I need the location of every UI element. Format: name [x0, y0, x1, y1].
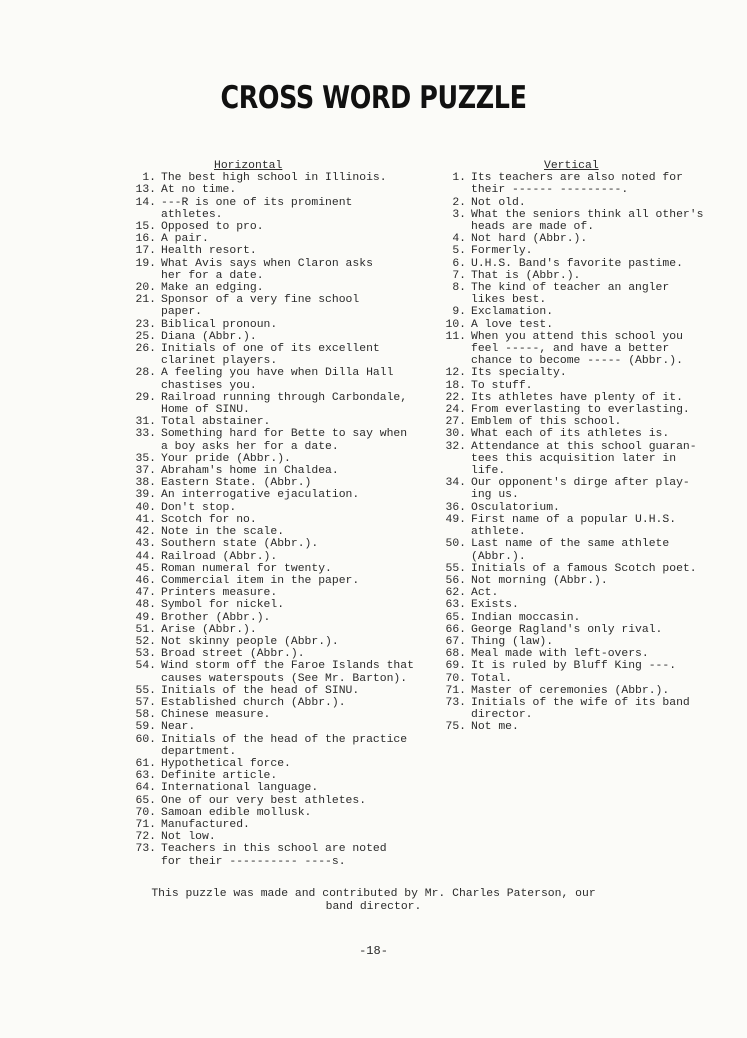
- clue-text: Manufactured.: [161, 818, 250, 831]
- clue-text: Roman numeral for twenty.: [161, 562, 332, 575]
- horizontal-clue: [126, 758, 441, 770]
- horizontal-clue: [126, 331, 441, 343]
- horizontal-clue: [126, 709, 441, 721]
- clue-text: ---R is one of its prominent athletes.: [161, 196, 353, 221]
- horizontal-clue: [126, 599, 441, 611]
- clue-number: 75.: [445, 721, 466, 734]
- clue-number: 33.: [135, 428, 156, 441]
- clue-text: Not low.: [161, 831, 216, 844]
- clue-number: 2.: [452, 196, 466, 209]
- clue-text: A love test.: [471, 318, 554, 331]
- clue-number: 9.: [452, 306, 466, 319]
- vertical-clue: [436, 282, 746, 306]
- clue-text: Initials of one of its excellent clarinet players.: [161, 343, 380, 368]
- vertical-clues-column: [436, 160, 746, 734]
- clue-text: What the seniors think all other's heads are made of.: [471, 208, 704, 234]
- horizontal-clue: [126, 575, 441, 587]
- clue-number: 53.: [135, 648, 156, 661]
- vertical-clue: [436, 392, 746, 404]
- vertical-clue: [436, 270, 746, 282]
- clue-text: What Avis says when Claron asks her for a date.: [161, 257, 373, 282]
- clue-text: Not old.: [471, 196, 526, 209]
- horizontal-clue: [126, 502, 441, 514]
- clue-number: 31.: [135, 416, 156, 429]
- vertical-clue: [436, 514, 746, 538]
- vertical-clue: [436, 673, 746, 685]
- vertical-clue: [436, 233, 746, 245]
- clue-number: 68.: [445, 648, 466, 661]
- vertical-clue: [436, 319, 746, 331]
- clue-number: 15.: [135, 221, 156, 234]
- clue-text: First name of a popular U.H.S. athlete.: [471, 513, 677, 539]
- clue-text: Teachers in this school are noted for their ---------- ----s.: [161, 843, 387, 868]
- clue-number: 59.: [135, 721, 156, 734]
- clue-text: What each of its athletes is.: [471, 428, 670, 441]
- vertical-clue: [436, 197, 746, 209]
- horizontal-clue: [126, 184, 441, 196]
- clue-text: To stuff.: [471, 379, 533, 392]
- clue-text: International language.: [161, 782, 319, 795]
- clue-text: Note in the scale.: [161, 526, 285, 539]
- clue-text: Diana (Abbr.).: [161, 330, 257, 343]
- clue-text: Exclamation.: [471, 306, 554, 319]
- horizontal-clue: [126, 453, 441, 465]
- clue-text: Chinese measure.: [161, 709, 271, 722]
- clue-text: Our opponent's dirge after play- ing us.: [471, 477, 690, 502]
- vertical-clue: [436, 563, 746, 575]
- vertical-clue: [436, 367, 746, 379]
- horizontal-clue: [126, 563, 441, 575]
- horizontal-clue: [126, 465, 441, 477]
- vertical-clue: [436, 502, 746, 514]
- clue-text: Something hard for Bette to say when a boy asks her for a date.: [161, 428, 408, 453]
- clue-text: Railroad (Abbr.).: [161, 550, 278, 563]
- vertical-clue-list: [436, 172, 746, 733]
- clue-text: Initials of a famous Scotch poet.: [471, 562, 697, 575]
- horizontal-clue: [126, 258, 441, 282]
- clue-text: Exists.: [471, 599, 519, 612]
- horizontal-clue: [126, 233, 441, 245]
- clue-number: 73.: [445, 696, 466, 709]
- clue-text: Definite article.: [161, 770, 278, 783]
- clue-number: 48.: [135, 599, 156, 612]
- clue-number: 65.: [135, 794, 156, 807]
- clue-number: 73.: [135, 843, 156, 856]
- clue-text: Thing (law).: [471, 635, 554, 648]
- clue-number: 6.: [452, 257, 466, 270]
- clue-number: 63.: [135, 770, 156, 783]
- clue-number: 65.: [445, 611, 466, 624]
- clue-number: 55.: [135, 684, 156, 697]
- clue-number: 19.: [135, 257, 156, 270]
- vertical-clue: [436, 721, 746, 733]
- clue-text: Arise (Abbr.).: [161, 623, 257, 636]
- horizontal-clue: [126, 734, 441, 758]
- clue-number: 63.: [445, 599, 466, 612]
- clue-text: At no time.: [161, 184, 237, 197]
- clue-number: 70.: [135, 806, 156, 819]
- vertical-heading: Vertical: [544, 160, 599, 172]
- clue-number: 27.: [445, 416, 466, 429]
- clue-number: 47.: [135, 587, 156, 600]
- horizontal-clue: [126, 319, 441, 331]
- clue-text: Indian moccasin.: [471, 611, 581, 624]
- clue-number: 67.: [445, 635, 466, 648]
- vertical-clue: [436, 636, 746, 648]
- clue-text: Wind storm off the Faroe Islands that causes waterspouts (See Mr. Barton).: [161, 660, 414, 685]
- credit-note: This puzzle was made and contributed by Mr. Charles Paterson, our band director.: [151, 888, 596, 913]
- clue-number: 44.: [135, 550, 156, 563]
- clue-text: The best high school in Illinois.: [161, 172, 387, 185]
- clue-text: Its specialty.: [471, 367, 567, 380]
- clue-text: A feeling you have when Dilla Hall chastises you.: [161, 367, 394, 392]
- clue-number: 42.: [135, 526, 156, 539]
- clue-text: The kind of teacher an angler likes best.: [471, 282, 670, 307]
- clue-text: Broad street (Abbr.).: [161, 648, 305, 661]
- clue-text: Symbol for nickel.: [161, 599, 285, 612]
- clue-text: A pair.: [161, 233, 209, 246]
- clue-number: 36.: [445, 501, 466, 514]
- clue-number: 54.: [135, 660, 156, 673]
- clue-number: 30.: [445, 428, 466, 441]
- vertical-clue: [436, 612, 746, 624]
- clue-number: 20.: [135, 282, 156, 295]
- clue-text: Total.: [471, 672, 513, 685]
- clue-text: When you attend this school you feel -----, and have a better chance to become ----- (Abbr.).: [471, 330, 683, 368]
- horizontal-clue: [126, 807, 441, 819]
- vertical-clue: [436, 258, 746, 270]
- clue-number: 71.: [445, 684, 466, 697]
- horizontal-clue: [126, 172, 441, 184]
- clue-text: Samoan edible mollusk.: [161, 806, 312, 819]
- clue-number: 11.: [445, 330, 466, 343]
- horizontal-clue: [126, 526, 441, 538]
- clue-number: 56.: [445, 574, 466, 587]
- horizontal-clue: [126, 282, 441, 294]
- clue-text: Hypothetical force.: [161, 757, 291, 770]
- clue-text: Commercial item in the paper.: [161, 574, 360, 587]
- clue-number: 72.: [135, 831, 156, 844]
- clue-number: 13.: [135, 184, 156, 197]
- horizontal-clue: [126, 197, 441, 221]
- clue-text: Not morning (Abbr.).: [471, 574, 608, 587]
- vertical-clue: [436, 172, 746, 196]
- horizontal-clue: [126, 843, 441, 867]
- clue-text: Formerly.: [471, 245, 533, 258]
- clue-number: 10.: [445, 318, 466, 331]
- horizontal-clue: [126, 538, 441, 550]
- horizontal-clue: [126, 636, 441, 648]
- horizontal-clue: [126, 416, 441, 428]
- clue-text: Not hard (Abbr.).: [471, 233, 588, 246]
- horizontal-clue: [126, 770, 441, 782]
- clue-number: 1.: [452, 172, 466, 185]
- vertical-clue: [436, 685, 746, 697]
- clue-text: An interrogative ejaculation.: [161, 489, 360, 502]
- clue-number: 5.: [452, 245, 466, 258]
- clue-text: George Ragland's only rival.: [471, 623, 663, 636]
- vertical-clue: [436, 660, 746, 672]
- clue-number: 14.: [135, 196, 156, 209]
- horizontal-clue: [126, 660, 441, 684]
- clue-text: Sponsor of a very fine school paper.: [161, 294, 360, 319]
- clue-text: Near.: [161, 721, 196, 734]
- clue-number: 58.: [135, 709, 156, 722]
- clue-text: Abraham's home in Chaldea.: [161, 465, 339, 478]
- clue-text: Make an edging.: [161, 282, 264, 295]
- vertical-clue: [436, 428, 746, 440]
- clue-text: Your pride (Abbr.).: [161, 452, 291, 465]
- clue-text: It is ruled by Bluff King ---.: [471, 660, 677, 673]
- horizontal-clue: [126, 343, 441, 367]
- horizontal-clue: [126, 819, 441, 831]
- clue-number: 50.: [445, 538, 466, 551]
- horizontal-clue: [126, 367, 441, 391]
- clue-text: Brother (Abbr.).: [161, 611, 271, 624]
- clue-text: Its teachers are also noted for their ------ ---------.: [471, 172, 683, 197]
- clue-number: 21.: [135, 294, 156, 307]
- vertical-clue: [436, 648, 746, 660]
- clue-number: 62.: [445, 587, 466, 600]
- horizontal-clue: [126, 795, 441, 807]
- clue-number: 16.: [135, 233, 156, 246]
- clue-number: 51.: [135, 623, 156, 636]
- horizontal-clue: [126, 489, 441, 501]
- vertical-clue: [436, 245, 746, 257]
- clue-number: 57.: [135, 696, 156, 709]
- horizontal-clue: [126, 294, 441, 318]
- horizontal-clue: [126, 697, 441, 709]
- clue-number: 60.: [135, 733, 156, 746]
- clue-text: That is (Abbr.).: [471, 269, 581, 282]
- clue-text: One of our very best athletes.: [161, 794, 367, 807]
- clue-number: 18.: [445, 379, 466, 392]
- clue-text: Initials of the wife of its band director.: [471, 696, 690, 722]
- clue-number: 32.: [445, 440, 466, 453]
- clue-text: Initials of the head of SINU.: [161, 684, 360, 697]
- page-number: -18-: [359, 944, 388, 958]
- clue-number: 17.: [135, 245, 156, 258]
- horizontal-clue-list: [126, 172, 441, 868]
- clue-number: 34.: [445, 477, 466, 490]
- horizontal-clue: [126, 612, 441, 624]
- clue-number: 8.: [452, 282, 466, 295]
- vertical-clue: [436, 538, 746, 562]
- clue-number: 25.: [135, 330, 156, 343]
- vertical-clue: [436, 306, 746, 318]
- vertical-clue: [436, 441, 746, 478]
- clue-text: Initials of the head of the practice department.: [161, 733, 408, 758]
- clue-text: Established church (Abbr.).: [161, 696, 346, 709]
- clue-number: 45.: [135, 562, 156, 575]
- horizontal-clue: [126, 587, 441, 599]
- vertical-clue: [436, 697, 746, 721]
- puzzle-title: CROSS WORD PUZZLE: [220, 80, 527, 116]
- vertical-clue: [436, 624, 746, 636]
- clue-number: 3.: [452, 208, 466, 221]
- vertical-clue: [436, 575, 746, 587]
- horizontal-clue: [126, 831, 441, 843]
- horizontal-clue: [126, 685, 441, 697]
- clue-text: Scotch for no.: [161, 513, 257, 526]
- clue-text: Opposed to pro.: [161, 221, 264, 234]
- clue-text: Attendance at this school guaran- tees this acquisition later in life.: [471, 440, 697, 478]
- clue-text: Don't stop.: [161, 501, 237, 514]
- clue-number: 46.: [135, 574, 156, 587]
- clue-number: 66.: [445, 623, 466, 636]
- horizontal-clue: [126, 221, 441, 233]
- clue-text: Act.: [471, 587, 499, 600]
- vertical-clue: [436, 331, 746, 368]
- clue-text: Southern state (Abbr.).: [161, 538, 319, 551]
- clue-text: Master of ceremonies (Abbr.).: [471, 684, 670, 697]
- clue-number: 70.: [445, 672, 466, 685]
- clue-text: U.H.S. Band's favorite pastime.: [471, 257, 683, 270]
- clue-text: Railroad running through Carbondale, Home of SINU.: [161, 391, 408, 417]
- vertical-clue: [436, 404, 746, 416]
- clue-number: 52.: [135, 635, 156, 648]
- clue-number: 55.: [445, 562, 466, 575]
- clue-number: 23.: [135, 318, 156, 331]
- vertical-clue: [436, 477, 746, 501]
- clue-text: Its athletes have plenty of it.: [471, 391, 683, 404]
- clue-number: 38.: [135, 477, 156, 490]
- clue-number: 61.: [135, 757, 156, 770]
- clue-text: Emblem of this school.: [471, 416, 622, 429]
- clue-number: 12.: [445, 367, 466, 380]
- clue-number: 26.: [135, 343, 156, 356]
- clue-number: 71.: [135, 818, 156, 831]
- clue-number: 49.: [445, 513, 466, 526]
- clue-number: 39.: [135, 489, 156, 502]
- clue-number: 41.: [135, 513, 156, 526]
- clue-text: Not skinny people (Abbr.).: [161, 635, 339, 648]
- horizontal-clue: [126, 428, 441, 452]
- horizontal-clue: [126, 514, 441, 526]
- clue-number: 24.: [445, 404, 466, 417]
- horizontal-clue: [126, 624, 441, 636]
- clue-number: 22.: [445, 391, 466, 404]
- clue-text: Health resort.: [161, 245, 257, 258]
- horizontal-clue: [126, 477, 441, 489]
- vertical-clue: [436, 380, 746, 392]
- horizontal-clue: [126, 782, 441, 794]
- clue-number: 64.: [135, 782, 156, 795]
- horizontal-clue: [126, 648, 441, 660]
- vertical-clue: [436, 416, 746, 428]
- clue-text: Not me.: [471, 721, 519, 734]
- clue-number: 1.: [142, 172, 156, 185]
- clue-number: 35.: [135, 452, 156, 465]
- clue-number: 40.: [135, 501, 156, 514]
- horizontal-clue: [126, 392, 441, 416]
- horizontal-clues-column: [126, 160, 441, 868]
- vertical-clue: [436, 599, 746, 611]
- vertical-clue: [436, 209, 746, 233]
- clue-text: Eastern State. (Abbr.): [161, 477, 312, 490]
- horizontal-heading: Horizontal: [214, 160, 283, 172]
- horizontal-clue: [126, 245, 441, 257]
- horizontal-clue: [126, 721, 441, 733]
- clue-number: 43.: [135, 538, 156, 551]
- clue-text: Printers measure.: [161, 587, 278, 600]
- clue-number: 7.: [452, 269, 466, 282]
- clue-number: 28.: [135, 367, 156, 380]
- clue-number: 29.: [135, 391, 156, 404]
- vertical-clue: [436, 587, 746, 599]
- clue-number: 49.: [135, 611, 156, 624]
- clue-text: Meal made with left-overs.: [471, 648, 649, 661]
- clue-text: Last name of the same athlete (Abbr.).: [471, 538, 670, 563]
- clue-text: Total abstainer.: [161, 416, 271, 429]
- clue-number: 4.: [452, 233, 466, 246]
- clue-text: Osculatorium.: [471, 501, 560, 514]
- clue-text: From everlasting to everlasting.: [471, 404, 690, 417]
- clue-number: 69.: [445, 660, 466, 673]
- clue-number: 37.: [135, 465, 156, 478]
- horizontal-clue: [126, 551, 441, 563]
- clue-text: Biblical pronoun.: [161, 318, 278, 331]
